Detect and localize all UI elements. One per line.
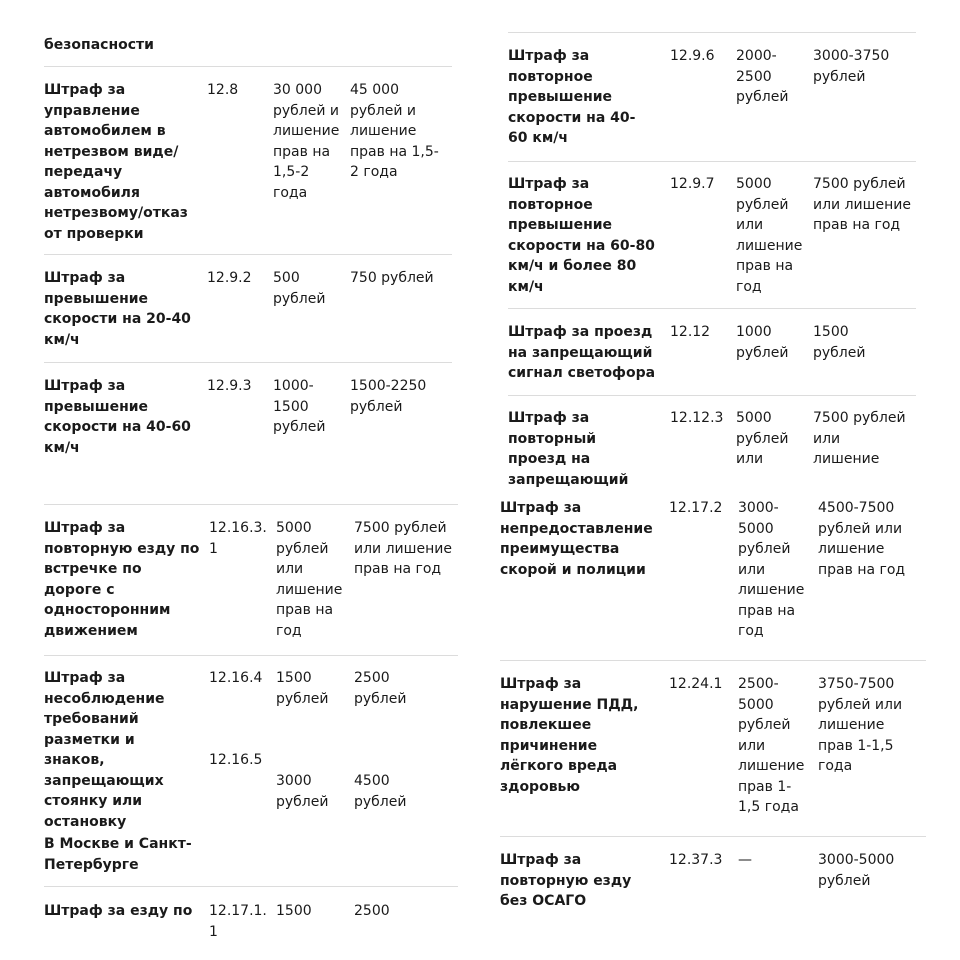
fine-repeat: 3750-7500 рублей или лишение прав 1-1,5 года xyxy=(818,676,903,774)
fine-repeat: 2500 xyxy=(354,903,390,919)
table-row xyxy=(44,901,458,941)
row-divider xyxy=(500,660,926,661)
row-divider xyxy=(44,504,458,505)
table-row xyxy=(508,322,916,392)
violation-name: Штраф за непредоставление преимущества скорой и полиции xyxy=(500,500,653,578)
row-divider xyxy=(508,395,916,396)
article-number: 12.17.2 xyxy=(669,500,723,516)
fine-first: 5000 рублей или лишение прав на год xyxy=(736,176,803,295)
fine-first: 1500 xyxy=(276,903,312,919)
fines-table-fragment-2 xyxy=(508,30,916,488)
fine-first: 1000-1500 рублей xyxy=(273,378,326,435)
table-row xyxy=(500,498,926,658)
fine-repeat: 4500-7500 рублей или лишение прав на год xyxy=(818,500,906,578)
article-number: 12.9.3 xyxy=(207,378,252,394)
violation-name: Штраф за нарушение ПДД, повлекшее причинение лёгкого вреда здоровью xyxy=(500,676,639,795)
article-number: 12.8 xyxy=(207,82,239,98)
violation-name: Штраф за несоблюдение требований разметки и знаков, запрещающих стоянку или остановку xyxy=(44,670,165,830)
table-row xyxy=(508,46,916,158)
table-row xyxy=(500,674,926,824)
fine-first: 2000-2500 рублей xyxy=(736,48,789,105)
fine-repeat: 7500 рублей или лишение xyxy=(813,410,906,467)
fine-repeat: 3000-5000 рублей xyxy=(818,852,895,889)
table-row xyxy=(44,268,452,358)
article-number: 12.16.3.1 xyxy=(209,520,267,557)
row-divider xyxy=(500,836,926,837)
row-divider xyxy=(508,161,916,162)
article-number: 12.24.1 xyxy=(669,676,723,692)
violation-name: Штраф за превышение скорости на 20-40 км/ч xyxy=(44,270,191,348)
fine-repeat: 4500 рублей xyxy=(354,773,407,810)
fine-repeat: 7500 рублей или лишение прав на год xyxy=(354,520,452,577)
fine-first: 5000 рублей или лишение прав на год xyxy=(276,520,343,639)
article-number: 12.12 xyxy=(670,324,711,340)
city-note: В Москве и Санкт-Петербурге xyxy=(44,836,192,873)
fines-table-fragment-4 xyxy=(500,486,926,918)
article-number: 12.9.2 xyxy=(207,270,252,286)
fine-repeat: 2500 рублей xyxy=(354,670,407,707)
table-row xyxy=(44,376,452,466)
violation-name: Штраф за проезд на запрещающий сигнал светофора xyxy=(508,324,656,381)
fines-table-fragment-1 xyxy=(44,30,452,470)
row-divider xyxy=(44,655,458,656)
row-divider xyxy=(44,362,452,363)
fines-table-fragment-3 xyxy=(44,488,458,940)
violation-name: Штраф за повторную езду без ОСАГО xyxy=(500,852,632,909)
fine-first: 3000 рублей xyxy=(276,773,329,810)
row-divider xyxy=(508,308,916,309)
violation-name: Штраф за превышение скорости на 40-60 км/ч xyxy=(44,378,191,456)
fine-repeat: 7500 рублей или лишение прав на год xyxy=(813,176,911,233)
article-number: 12.16.5 xyxy=(209,752,263,768)
fine-repeat: 1500-2250 рублей xyxy=(350,378,427,415)
fine-repeat: 750 рублей xyxy=(350,270,434,286)
fine-first: 3000-5000 рублей или лишение прав на год xyxy=(738,500,805,639)
article-number: 12.9.6 xyxy=(670,48,715,64)
fine-first: 1500 рублей xyxy=(276,670,329,707)
table-row xyxy=(508,174,916,304)
fine-first: 500 рублей xyxy=(273,270,326,307)
violation-name: Штраф за повторное превышение скорости на 40-60 км/ч xyxy=(508,48,636,146)
table-row xyxy=(500,850,926,918)
article-number: 12.12.3 xyxy=(670,410,724,426)
row-divider xyxy=(44,254,452,255)
violation-name: Штраф за повторное превышение скорости на 60-80 км/ч и более 80 км/ч xyxy=(508,176,655,295)
fine-first: 2500-5000 рублей или лишение прав 1-1,5 года xyxy=(738,676,805,815)
fine-repeat: 3000-3750 рублей xyxy=(813,48,890,85)
table-row xyxy=(44,518,458,648)
table-row xyxy=(44,80,452,250)
violation-name: Штраф за повторную езду по встречке по дороге с односторонним движением xyxy=(44,520,200,639)
violation-name: Штраф за управление автомобилем в нетрезвом виде/ передачу автомобиля нетрезвому/отказ от проверки xyxy=(44,82,188,242)
row-divider xyxy=(508,32,916,33)
article-number: 12.37.3 xyxy=(669,852,723,868)
fine-repeat: 1500 рублей xyxy=(813,324,866,361)
table-row xyxy=(508,408,916,488)
fine-first: — xyxy=(738,852,752,868)
article-number: 12.16.4 xyxy=(209,670,263,686)
violation-name: Штраф за повторный проезд на запрещающий xyxy=(508,410,629,488)
article-number: 12.9.7 xyxy=(670,176,715,192)
row-divider xyxy=(44,66,452,67)
fine-first: 1000 рублей xyxy=(736,324,789,361)
fine-first: 5000 рублей или xyxy=(736,410,789,467)
violation-name: Штраф за езду по xyxy=(44,903,193,919)
continued-row-text: безопасности xyxy=(44,37,154,53)
table-row xyxy=(44,668,458,830)
fine-repeat: 45 000 рублей и лишение прав на 1,5-2 года xyxy=(350,82,439,180)
article-number: 12.17.1.1 xyxy=(209,903,267,940)
row-divider xyxy=(44,886,458,887)
fine-first: 30 000 рублей и лишение прав на 1,5-2 года xyxy=(273,82,340,201)
